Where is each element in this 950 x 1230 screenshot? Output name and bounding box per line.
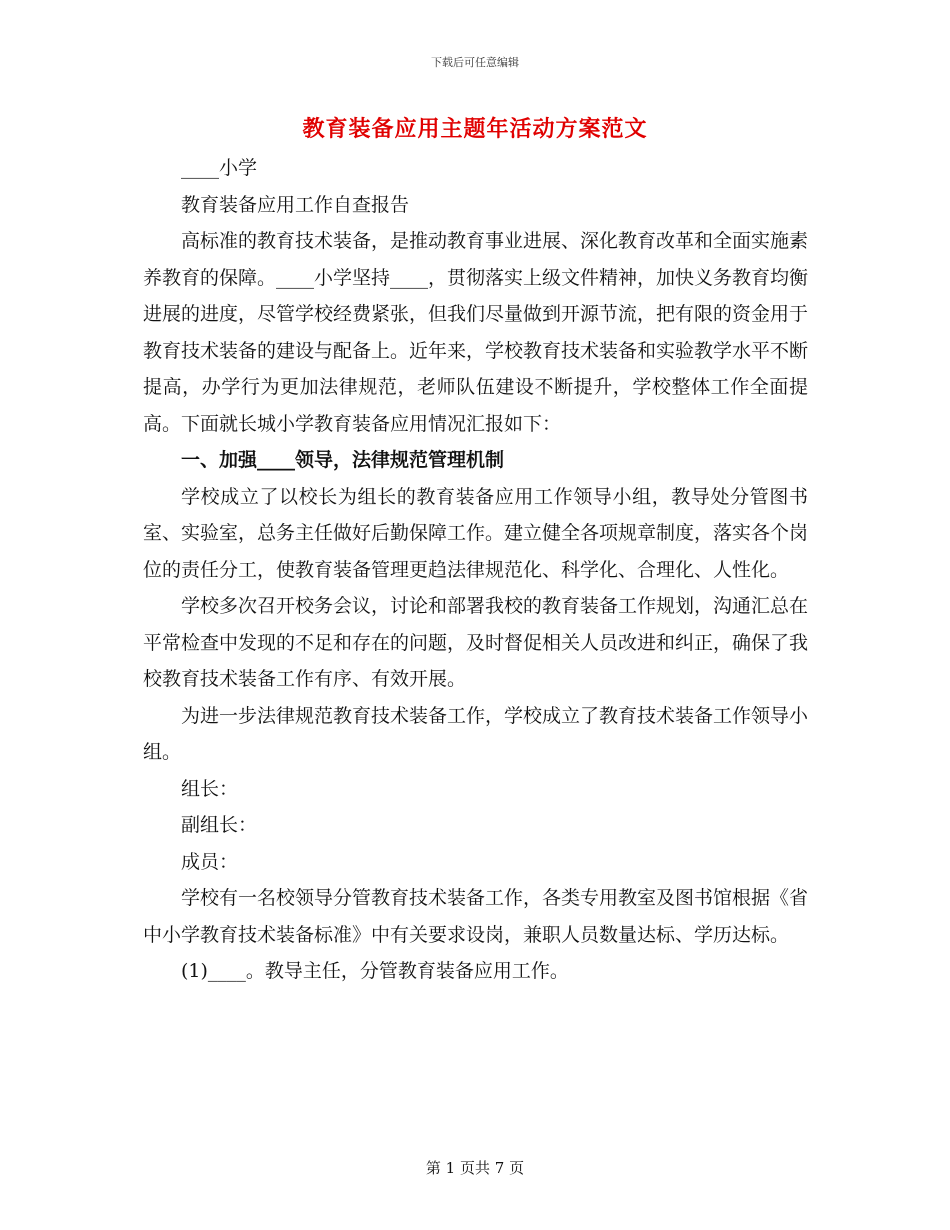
report-subtitle: 教育装备应用工作自查报告 bbox=[181, 193, 410, 216]
deputy-leader-line: 副组长： bbox=[181, 814, 258, 836]
document-title: 教育装备应用主题年活动方案范文 bbox=[302, 116, 648, 142]
members-line: 成员： bbox=[181, 850, 239, 873]
body-paragraph: 学校成立了以校长为组长的教育装备应用工作领导小组，教导处分管图书室、实验室，总务主任做好后勤保障工作。建立健全各项规章制度，落实各个岗位的责任分工，使教育装备管理更趋法律规范化、科学化、合理化、人性化。 bbox=[143, 485, 809, 581]
header-note: 下载后可任意编辑 bbox=[431, 56, 519, 69]
page-footer: 第 1 页共 7 页 bbox=[425, 1159, 525, 1177]
body-paragraph: 学校有一名校领导分管教育技术装备工作，各类专用教室及图书馆根据《省中小学教育技术装备标准》中有关要求设岗，兼职人员数量达标、学历达标。 bbox=[143, 887, 809, 946]
body-paragraph: 学校多次召开校务会议，讨论和部署我校的教育装备工作规划，沟通汇总在平常检查中发现的不足和存在的问题，及时督促相关人员改进和纠正，确保了我校教育技术装备工作有序、有效开展。 bbox=[143, 595, 809, 690]
list-item: (1)____。教导主任，分管教育装备应用工作。 bbox=[181, 960, 569, 982]
body-paragraph: 为进一步法律规范教育技术装备工作，学校成立了教育技术装备工作领导小组。 bbox=[143, 704, 809, 763]
section-heading: 一、加强____领导，法律规范管理机制 bbox=[181, 449, 505, 471]
document-body bbox=[143, 150, 808, 990]
intro-paragraph: 高标准的教育技术装备，是推动教育事业进展、深化教育改革和全面实施素养教育的保障。____小学坚持____，贯彻落实上级文件精神，加快义务教育均衡进展的进度，尽管学校经费紧张，但我们尽量做到开源节流，把有限的资金用于教育技术装备的建设与配备上。近年来，学校教育技术装备和实验教学水平不断提高，办学行为更加法律规范，老师队伍建设不断提升，学校整体工作全面提高。下面就长城小学教育装备应用情况汇报如下： bbox=[143, 230, 809, 435]
leader-line: 组长： bbox=[181, 777, 239, 800]
school-name-line: ____小学 bbox=[181, 157, 258, 179]
